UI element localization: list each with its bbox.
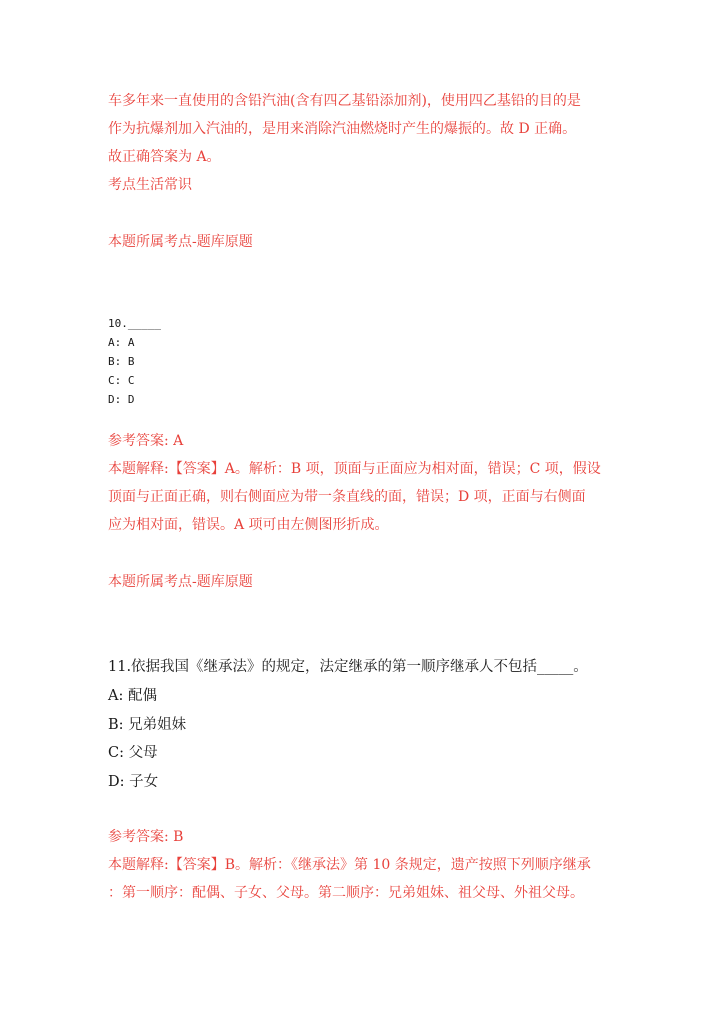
question-10-explanation-line-1: 本题解释:【答案】A。解析：B 项，顶面与正面应为相对面，错误；C 项，假设: [108, 461, 601, 477]
question-10-option-c: C: C: [108, 374, 135, 387]
question-11-option-b: B: 兄弟姐妹: [108, 717, 187, 733]
question-10-source-note: 本题所属考点-题库原题: [108, 574, 253, 590]
prev-knowledge-tag: 考点生活常识: [108, 177, 192, 193]
question-10-option-a: A: A: [108, 336, 135, 349]
question-10-option-b: B: B: [108, 355, 135, 368]
question-10-explanation-line-3: 应为相对面，错误。A 项可由左侧图形折成。: [108, 517, 389, 533]
prev-explanation-line-3: 故正确答案为 A。: [108, 149, 221, 165]
question-11-option-a: A: 配偶: [108, 688, 157, 704]
question-10-option-d: D: D: [108, 393, 135, 406]
question-11-explanation-line-2: ：第一顺序：配偶、子女、父母。第二顺序：兄弟姐妹、祖父母、外祖父母。: [108, 885, 584, 901]
question-11-option-d: D: 子女: [108, 774, 159, 790]
prev-explanation-line-2: 作为抗爆剂加入汽油的，是用来消除汽油燃烧时产生的爆振的。故 D 正确。: [108, 121, 577, 137]
prev-explanation-line-1: 车多年来一直使用的含铅汽油(含有四乙基铅添加剂)，使用四乙基铅的目的是: [108, 93, 581, 109]
prev-source-note: 本题所属考点-题库原题: [108, 234, 253, 250]
question-11-answer: 参考答案: B: [108, 829, 184, 845]
question-11-stem: 11.依据我国《继承法》的规定，法定继承的第一顺序继承人不包括_____。: [108, 659, 588, 675]
question-11-option-c: C: 父母: [108, 745, 158, 761]
question-10-explanation-line-2: 顶面与正面正确，则右侧面应为带一条直线的面，错误；D 项，正面与右侧面: [108, 489, 586, 505]
question-11-explanation-line-1: 本题解释:【答案】B。解析：《继承法》第 10 条规定，遗产按照下列顺序继承: [108, 857, 591, 873]
question-10-stem: 10._____: [108, 317, 161, 330]
question-10-answer: 参考答案: A: [108, 433, 184, 449]
